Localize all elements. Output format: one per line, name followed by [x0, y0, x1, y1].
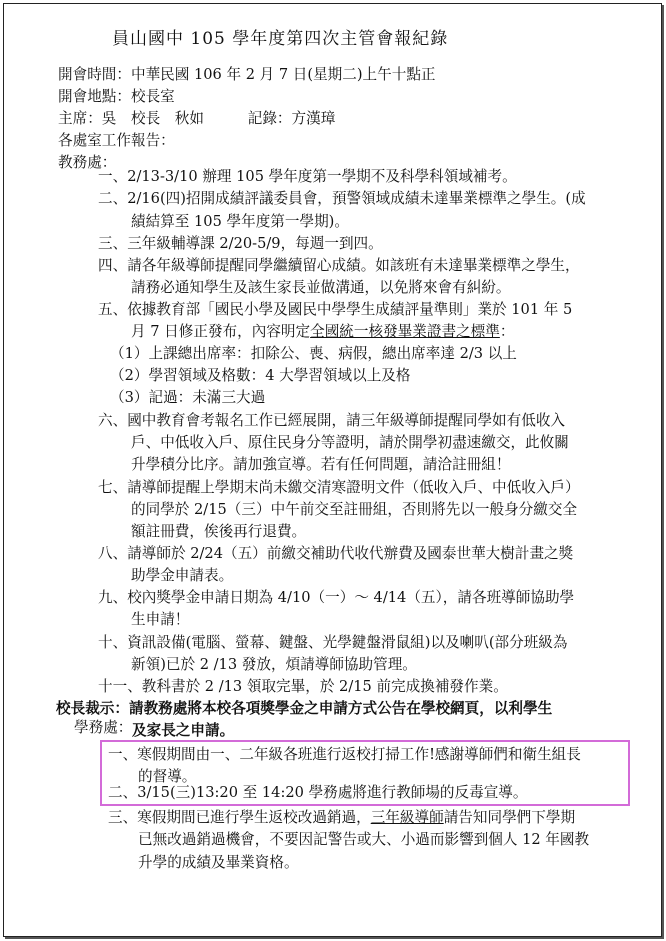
meeting-time: 開會時間：中華民國 106 年 2 月 7 日(星期二)上午十點正	[58, 66, 436, 83]
principal-instruction-line-2: 及家長之申請。	[132, 722, 235, 739]
academic-item-6-line-2: 戶、中低收入戶、原住民身分等證明，請於開學初盡速繳交，此攸關	[131, 434, 569, 451]
student-item-3-underlined: 三年級導師	[370, 809, 444, 826]
student-heading: 學務處：	[74, 719, 133, 736]
academic-item-10-line-2: 新領)已於 2 /13 發放，煩請導師協助管理。	[131, 656, 417, 673]
academic-item-6-line-1: 六、國中教育會考報名工作已經展開，請三年級導師提醒同學如有低收入	[98, 412, 566, 429]
meeting-place: 開會地點：校長室	[58, 88, 175, 105]
academic-item-2-line-2: 績結算至 105 學年度第一學期)。	[131, 213, 349, 230]
student-item-3-line-2: 已無改過銷過機會，不要因記警告或大、小過而影響到個人 12 年國教	[138, 831, 590, 848]
student-item-3-suffix: 請告知同學們下學期	[443, 809, 576, 826]
academic-item-4-line-1: 四、請各年級導師提醒同學繼續留心成績。如該班有未達畢業標準之學生，	[98, 257, 580, 274]
academic-item-2-line-1: 二、2/16(四)招開成績評議委員會，預警領域成績未達畢業標準之學生。(成	[98, 190, 586, 207]
student-item-2: 二、3/15(三)13:20 至 14:20 學務處將進行教師場的反毒宣導。	[108, 784, 528, 801]
academic-item-7-line-2: 的同學於 2/15（三）中午前交至註冊組，否則將先以一般身分繳交全	[131, 501, 578, 518]
academic-item-5-line-1: 五、依據教育部「國民小學及國民中學學生成績評量準則」業於 101 年 5	[98, 301, 573, 318]
academic-item-8-line-1: 八、請導師於 2/24（五）前繳交補助代收代辦費及國泰世華大樹計畫之獎	[98, 545, 574, 562]
reports-heading: 各處室工作報告：	[58, 132, 175, 149]
student-item-1-line-1: 一、寒假期間由一、二年級各班進行返校打掃工作!感謝導師們和衛生組長	[108, 746, 581, 763]
academic-sub-3: （3）記過：未滿三大過	[110, 389, 266, 406]
principal-instruction-line-1: 校長裁示：請教務處將本校各項獎學金之申請方式公告在學校網頁，以利學生	[56, 700, 553, 717]
academic-item-7-line-3: 額註冊費，俟後再行退費。	[131, 523, 307, 540]
academic-sub-2: （2）學習領域及格數：4 大學習領域以上及格	[110, 367, 411, 384]
academic-item-4-line-2: 請務必通知學生及該生家長並做溝通，以免將來會有糾紛。	[131, 279, 511, 296]
academic-item-6-line-3: 升學積分比序。請加強宣導。若有任何問題，請洽註冊組！	[131, 456, 511, 473]
academic-item-8-line-2: 助學金申請表。	[131, 567, 234, 584]
student-item-3-prefix: 三、寒假期間已進行學生返校改過銷過，	[108, 809, 371, 826]
academic-sub-1: （1）上課總出席率：扣除公、喪、病假，總出席率達 2/3 以上	[110, 345, 517, 362]
academic-item-7-line-1: 七、請導師提醒上學期末尚未繳交清寒證明文件（低收入戶、中低收入戶）	[98, 479, 580, 496]
academic-heading: 教務處：	[58, 154, 117, 171]
document-page	[3, 3, 662, 937]
academic-item-5-line-2	[131, 321, 514, 343]
academic-item-5-underlined: 全國統一核發畢業證書之標準	[310, 323, 500, 340]
academic-item-11: 十一、教科書於 2 /13 領取完畢，於 2/15 前完成換補發作業。	[98, 678, 508, 695]
chair-and-recorder: 主席：吳 校長 秋如 記錄：方漢璋	[58, 110, 336, 127]
academic-item-10-line-1: 十、資訊設備(電腦、螢幕、鍵盤、光學鍵盤滑鼠組)以及喇叭(部分班級為	[98, 634, 568, 651]
academic-item-1: 一、2/13-3/10 辦理 105 學年度第一學期不及科學科領域補考。	[98, 168, 517, 185]
academic-item-9-line-1: 九、校內獎學金申請日期為 4/10（一）～ 4/14（五），請各班導師協助學	[98, 589, 575, 606]
academic-item-5-after: ：	[499, 323, 515, 340]
academic-item-3: 三、三年級輔導課 2/20-5/9，每週一到四。	[98, 235, 383, 252]
academic-item-9-line-2: 生申請！	[131, 611, 190, 628]
page-title: 員山國中 105 學年度第四次主管會報紀錄	[112, 29, 449, 49]
student-item-3-line-1	[108, 807, 575, 829]
student-item-1-line-2: 的督導。	[138, 768, 197, 785]
student-item-3-line-3: 升學的成績及畢業資格。	[138, 854, 299, 871]
academic-item-5-text: 月 7 日修正發布，內容明定	[131, 323, 311, 340]
